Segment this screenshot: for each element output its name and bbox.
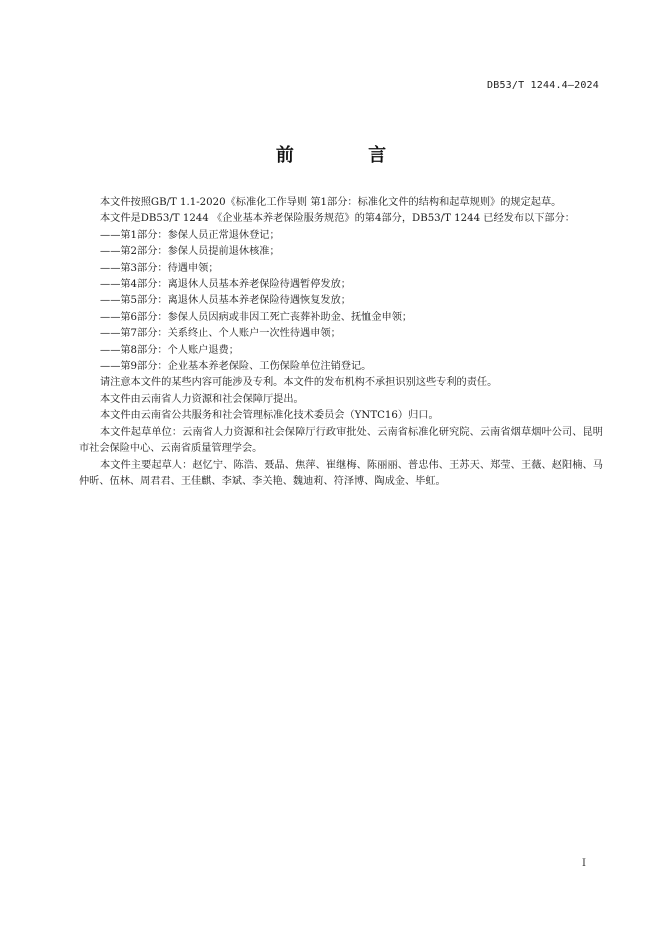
paragraph-drafters: 本文件主要起草人：赵忆宁、陈浩、聂晶、焦萍、崔继梅、陈丽丽、普忠伟、王苏天、郑莹、王薇、赵阳楠、马仲昕、伍林、周君君、王佳麒、李斌、李关艳、魏迪莉、符泽博、陶成金、毕虹。 bbox=[79, 459, 603, 487]
part-list-item: ——第7部分：关系终止、个人账户一次性待遇申领； bbox=[100, 328, 341, 340]
part-list-item: ——第9部分：企业基本养老保险、工伤保险单位注销登记。 bbox=[100, 361, 372, 373]
part-list-item: ——第5部分：离退休人员基本养老保险待遇恢复发放； bbox=[100, 295, 351, 307]
paragraph-patent-notice: 请注意本文件的某些内容可能涉及专利。本文件的发布机构不承担识别这些专利的责任。 bbox=[100, 377, 498, 389]
part-list-item: ——第1部分：参保人员正常退休登记； bbox=[100, 229, 280, 241]
part-list-item: ——第3部分：待遇申领； bbox=[100, 262, 219, 274]
document-body bbox=[79, 195, 603, 490]
paragraph-drafting-rules: 本文件按照GB/T 1.1-2020《标准化工作导则 第1部分：标准化文件的结构和起草规则》的规定起草。 bbox=[100, 197, 562, 208]
paragraph-centralized-by: 本文件由云南省公共服务和社会管理标准化技术委员会（YNTC16）归口。 bbox=[100, 410, 439, 422]
page-number: I bbox=[582, 858, 586, 869]
paragraph-drafting-units: 本文件起草单位：云南省人力资源和社会保障厅行政审批处、云南省标准化研究院、云南省烟草烟叶公司、昆明市社会保险中心、云南省质量管理学会。 bbox=[79, 426, 603, 455]
part-list-item: ——第2部分：参保人员提前退休核准； bbox=[100, 246, 280, 258]
paragraph-parts-intro: 本文件是DB53/T 1244 《企业基本养老保险服务规范》的第4部分，DB53/T 1244 已经发布以下部分： bbox=[100, 213, 575, 225]
part-list-item: ——第6部分：参保人员因病或非因工死亡丧葬补助金、抚恤金申领； bbox=[100, 311, 413, 323]
part-list-item: ——第4部分：离退休人员基本养老保险待遇暂停发放； bbox=[100, 279, 351, 291]
part-list-item: ——第8部分：个人账户退费； bbox=[100, 344, 239, 356]
paragraph-proposer: 本文件由云南省人力资源和社会保障厅提出。 bbox=[100, 393, 304, 405]
document-code: DB53/T 1244.4—2024 bbox=[487, 80, 599, 91]
page-title: 前 言 bbox=[275, 145, 421, 166]
